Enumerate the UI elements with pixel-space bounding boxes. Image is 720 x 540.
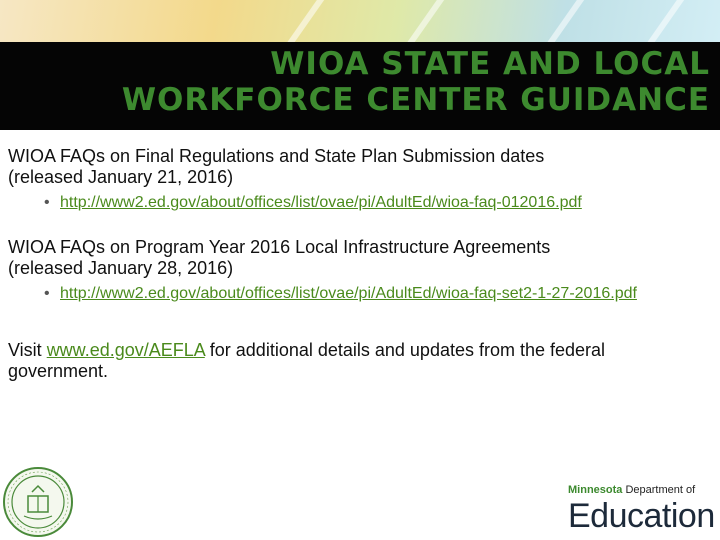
faq-item-1: [8, 146, 714, 211]
faq-item-2-text: WIOA FAQs on Program Year 2016 Local Infrastructure Agreements (released January 28, 2016): [8, 237, 551, 278]
bullet-dot-icon: •: [44, 285, 50, 302]
faq-item-1-link[interactable]: http://www2.ed.gov/about/offices/list/ovae/pi/AdultEd/wioa-faq-012016.pdf: [60, 194, 582, 211]
bullet-dot-icon: •: [44, 194, 50, 211]
slide-content: [8, 146, 714, 382]
faq-item-2-link[interactable]: http://www2.ed.gov/about/offices/list/ovae/pi/AdultEd/wioa-faq-set2-1-27-2016.pdf: [60, 285, 637, 302]
title-line-2: WORKFORCE CENTER GUIDANCE: [121, 82, 710, 118]
mde-logo-education: Education: [568, 497, 715, 535]
faq-item-1-bullet: [44, 194, 714, 211]
state-seal-icon: [2, 466, 74, 538]
slide-title: [10, 46, 710, 118]
mde-logo-dept: Department of: [625, 484, 696, 496]
mde-logo-state: Minnesota: [568, 484, 623, 496]
aefla-link[interactable]: www.ed.gov/AEFLA: [46, 340, 205, 360]
mde-logo: [568, 483, 718, 540]
closing-text: Visit www.ed.gov/AEFLA for additional details and updates from the federal government.: [8, 340, 606, 381]
title-line-1: WIOA STATE AND LOCAL: [270, 46, 710, 82]
faq-item-1-text: WIOA FAQs on Final Regulations and State Plan Submission dates (released January 21, 2016): [8, 146, 545, 187]
faq-item-2-bullet: [44, 285, 714, 302]
faq-item-2: [8, 237, 714, 302]
decorative-top-band: [0, 0, 720, 42]
